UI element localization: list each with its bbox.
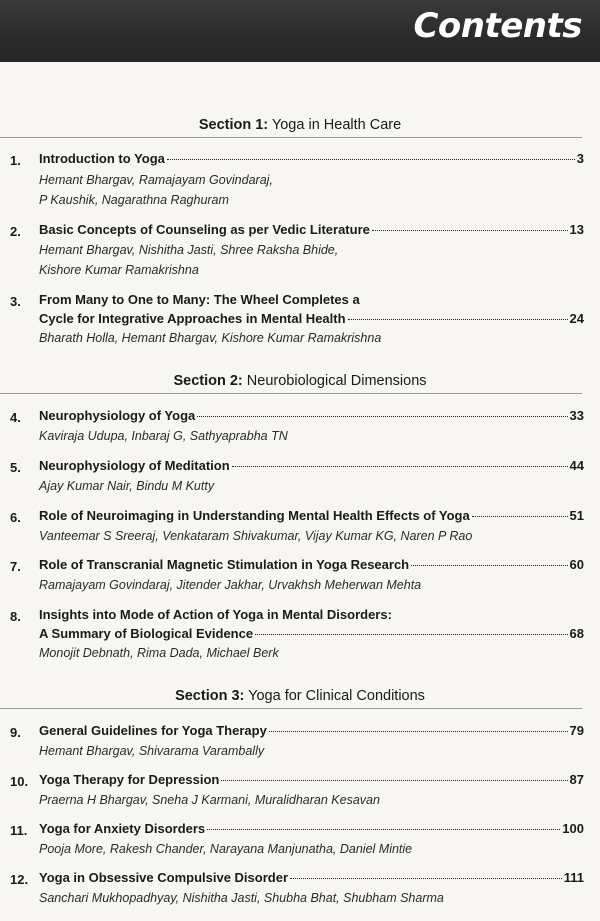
entry-authors: P Kaushik, Nagarathna Raghuram	[39, 193, 229, 207]
entry-number: 8.	[10, 609, 21, 624]
leader-dots	[372, 230, 568, 231]
entry-title: Yoga for Anxiety Disorders	[39, 821, 206, 836]
entry-page: 3	[576, 151, 584, 166]
entry-authors: Pooja More, Rakesh Chander, Narayana Manjunatha, Daniel Mintie	[39, 842, 413, 856]
entry-number: 10.	[10, 774, 29, 789]
section-prefix: Section 1:	[198, 117, 269, 133]
entry-number: 5.	[10, 460, 21, 475]
entry-page: 100	[562, 821, 584, 836]
leader-dots	[269, 731, 568, 732]
entry-authors: Monojit Debnath, Rima Dada, Michael Berk	[39, 646, 279, 660]
page-title: Contents	[413, 6, 582, 46]
leader-dots	[411, 565, 567, 566]
entry-number: 4.	[10, 410, 21, 425]
entry-authors: Kishore Kumar Ramakrishna	[39, 263, 199, 277]
section-rule	[0, 393, 582, 394]
entry-title: From Many to One to Many: The Wheel Completes a	[39, 292, 360, 307]
entry-title: Insights into Mode of Action of Yoga in Mental Disorders:	[39, 607, 392, 622]
entry-page: 24	[569, 311, 584, 326]
entry-title: Introduction to Yoga	[39, 151, 165, 166]
section-prefix: Section 2:	[173, 373, 243, 389]
leader-dots	[167, 159, 575, 160]
entry-page: 51	[569, 508, 584, 523]
entry-authors: Kaviraja Udupa, Inbaraj G, Sathyaprabha TN	[39, 429, 288, 443]
entry-page: 33	[569, 408, 584, 423]
entry-title: Yoga in Obsessive Compulsive Disorder	[39, 870, 289, 885]
entry-page: 13	[569, 222, 584, 237]
leader-dots	[255, 634, 567, 635]
entry-page: 87	[569, 772, 584, 787]
section-rule	[0, 708, 582, 709]
entry-title: Yoga Therapy for Depression	[39, 772, 220, 787]
entry-title: A Summary of Biological Evidence	[39, 626, 254, 641]
entry-title: Neurophysiology of Meditation	[39, 458, 230, 473]
section-heading-1	[0, 117, 600, 133]
entry-authors: Vanteemar S Sreeraj, Venkataram Shivakumar, Vijay Kumar KG, Naren P Rao	[39, 529, 473, 543]
leader-dots	[232, 466, 568, 467]
leader-dots	[472, 516, 568, 517]
page-header	[0, 0, 600, 62]
leader-dots	[221, 780, 567, 781]
entry-number: 3.	[10, 294, 21, 309]
entry-title: Basic Concepts of Counseling as per Vedic Literature	[39, 222, 370, 237]
section-heading-3	[0, 688, 600, 704]
entry-authors: Sanchari Mukhopadhyay, Nishitha Jasti, Shubha Bhat, Shubham Sharma	[39, 891, 444, 905]
leader-dots	[207, 829, 560, 830]
entry-title: Role of Transcranial Magnetic Stimulation in Yoga Research	[39, 557, 410, 572]
leader-dots	[197, 416, 567, 417]
entry-authors: Hemant Bhargav, Ramajayam Govindaraj,	[39, 173, 273, 187]
entry-authors: Ajay Kumar Nair, Bindu M Kutty	[39, 479, 215, 493]
section-rule	[0, 137, 582, 138]
entry-title: Cycle for Integrative Approaches in Mental Health	[39, 311, 346, 326]
section-prefix: Section 3:	[175, 688, 245, 704]
entry-page: 60	[569, 557, 584, 572]
entry-page: 68	[569, 626, 584, 641]
entry-page: 44	[569, 458, 584, 473]
entry-title: Neurophysiology of Yoga	[39, 408, 196, 423]
entry-number: 11.	[10, 823, 28, 838]
entry-number: 12.	[10, 872, 29, 887]
entry-number: 1.	[10, 153, 21, 168]
entry-page: 111	[563, 870, 584, 885]
leader-dots	[348, 319, 568, 320]
section-heading-2	[0, 373, 600, 389]
entry-number: 6.	[10, 510, 21, 525]
entry-number: 9.	[10, 725, 21, 740]
entry-title: Role of Neuroimaging in Understanding Mental Health Effects of Yoga	[39, 508, 470, 523]
section-name: Yoga in Health Care	[271, 117, 402, 133]
section-name: Yoga for Clinical Conditions	[248, 688, 425, 704]
entry-title: General Guidelines for Yoga Therapy	[39, 723, 267, 738]
leader-dots	[290, 878, 562, 879]
section-name: Neurobiological Dimensions	[246, 373, 427, 389]
entry-number: 2.	[10, 224, 21, 239]
entry-authors: Bharath Holla, Hemant Bhargav, Kishore Kumar Ramakrishna	[39, 331, 382, 345]
entry-authors: Ramajayam Govindaraj, Jitender Jakhar, Urvakhsh Meherwan Mehta	[39, 578, 422, 592]
entry-page: 79	[569, 723, 584, 738]
entry-number: 7.	[10, 559, 21, 574]
entry-authors: Hemant Bhargav, Nishitha Jasti, Shree Raksha Bhide,	[39, 243, 339, 257]
entry-authors: Hemant Bhargav, Shivarama Varambally	[39, 744, 265, 758]
entry-authors: Praerna H Bhargav, Sneha J Karmani, Muralidharan Kesavan	[39, 793, 380, 807]
